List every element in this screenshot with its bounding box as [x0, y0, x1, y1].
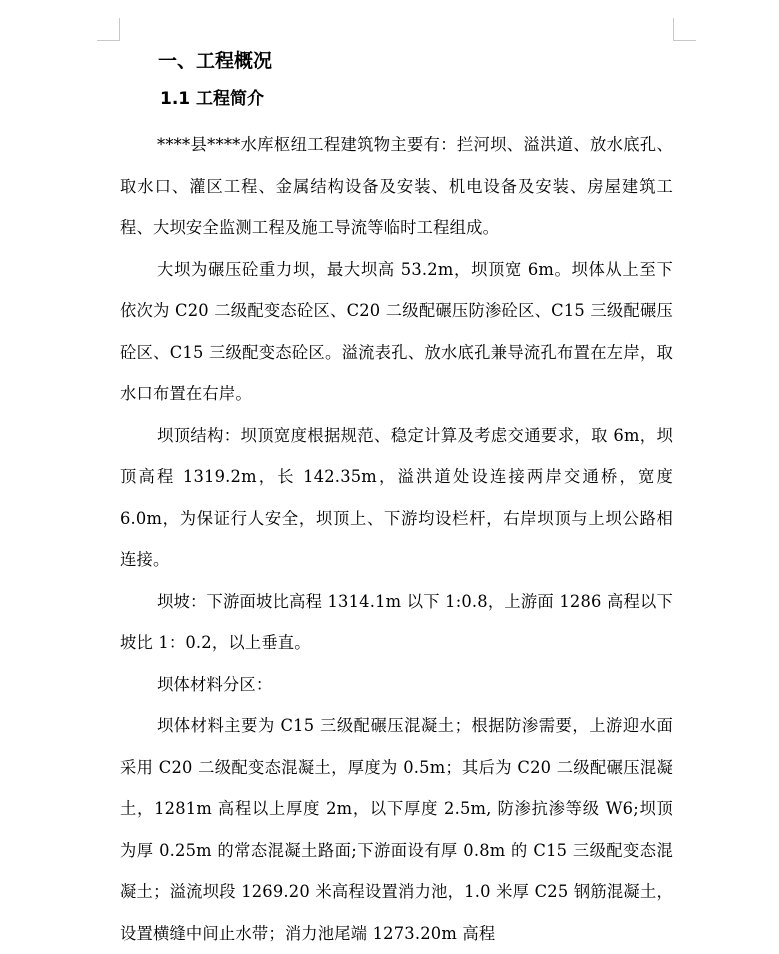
- section-heading: 一、工程概况: [158, 50, 273, 72]
- paragraph-material-zoning-title: 坝体材料分区：: [157, 674, 273, 694]
- paragraph-material-zoning: 坝体材料主要为 C15 三级配碾压混凝土；根据防渗需要，上游迎水面采用 C20 二级配变态混凝土，厚度为 0.5m；其后为 C20 二级配碾压混凝土，1281m 高程以上厚度 2m，以下厚度 2.5m, 防渗抗渗等级 W6;坝顶为厚 0.25m 的常态混凝土路面;下游面设有厚 0.8m 的 C15 三级配变态混凝土；溢流坝段 1269.20 米高程设置消力池，1.0 米厚 C25 钢筋混凝土，设置横缝中间止水带；消力池尾端 1273.20m 高程: [120, 716, 673, 943]
- paragraph-dam-type: 大坝为碾压砼重力坝，最大坝高 53.2m，坝顶宽 6m。坝体从上至下依次为 C20 二级配变态砼区、C20 二级配碾压防渗砼区、C15 三级配碾压砼区、C15 三级配变态砼区。溢流表孔、放水底孔兼导流孔布置在左岸，取水口布置在右岸。: [120, 259, 673, 403]
- page-corner-mark-top-left: [97, 18, 120, 41]
- subsection-heading: 1.1 工程简介: [160, 89, 265, 109]
- document-body: [120, 44, 673, 954]
- paragraph-crest-structure: 坝顶结构：坝顶宽度根据规范、稳定计算及考虑交通要求，取 6m，坝顶高程 1319.2m，长 142.35m，溢洪道处设连接两岸交通桥，宽度 6.0m，为保证行人安全，坝顶上、下游均设栏杆，右岸坝顶与上坝公路相连接。: [120, 425, 673, 569]
- page-corner-mark-top-right: [673, 18, 696, 41]
- paragraph-overview: ****县****水库枢纽工程建筑物主要有：拦河坝、溢洪道、放水底孔、取水口、灌区工程、金属结构设备及安装、机电设备及安装、房屋建筑工程、大坝安全监测工程及施工导流等临时工程组成。: [120, 135, 673, 237]
- paragraph-dam-slope: 坝坡：下游面坡比高程 1314.1m 以下 1:0.8，上游面 1286 高程以下坡比 1：0.2，以上垂直。: [120, 591, 673, 652]
